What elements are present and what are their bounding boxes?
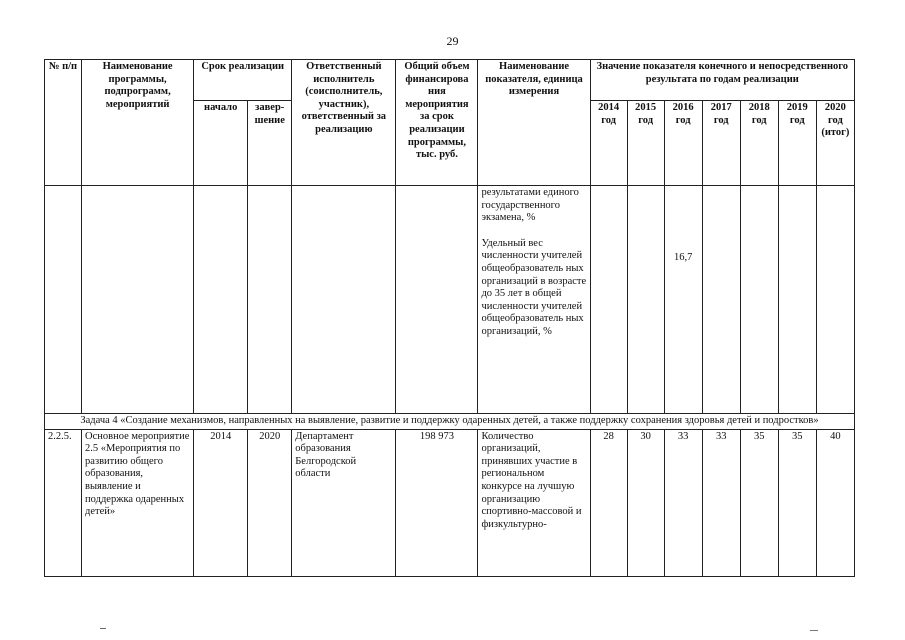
activity-value-2019: 35 — [778, 429, 816, 576]
activity-responsible: Департамент образования Белгородской области — [292, 429, 396, 576]
cont-2016-cell — [664, 186, 702, 414]
cont-2019-cell — [778, 186, 816, 414]
activity-row — [45, 429, 855, 576]
activity-value-2014: 28 — [590, 429, 627, 576]
activity-value-2020: 40 — [816, 429, 854, 576]
header-responsible: Ответственный исполнитель (соисполнитель, участник), ответственный за реализацию — [292, 60, 396, 186]
activity-value-2017: 33 — [702, 429, 740, 576]
header-term-start: начало — [194, 101, 248, 186]
activity-end: 2020 — [248, 429, 292, 576]
cont-2014-cell — [590, 186, 627, 414]
activity-value-2015: 30 — [627, 429, 664, 576]
header-num: № п/п — [45, 60, 82, 186]
scan-artifact-mark — [810, 630, 818, 631]
cont-2018-cell — [740, 186, 778, 414]
header-funding: Общий объем финансирова ния мероприятия за срок реализации программы, тыс. руб. — [396, 60, 478, 186]
header-name: Наименование программы, подпрограмм, мероприятий — [82, 60, 194, 186]
header-year-2014: 2014 год — [590, 101, 627, 186]
cont-2020-cell — [816, 186, 854, 414]
cont-indicator-part1: результатами единого государственного экзамена, % — [481, 187, 579, 224]
page-number: 29 — [446, 34, 459, 48]
header-year-2016: 2016 год — [664, 101, 702, 186]
continuation-row — [45, 186, 855, 414]
cont-responsible-cell — [292, 186, 396, 414]
header-year-2019: 2019 год — [778, 101, 816, 186]
cont-indicator-part2: Удельный вес численности учителей общеобразователь ных организаций в возрасте до 35 лет в общей численности учителей общеобразователь ных организаций, % — [481, 237, 587, 337]
task-row — [45, 414, 855, 430]
program-table — [44, 59, 855, 577]
cont-funding-cell — [396, 186, 478, 414]
activity-name: Основное мероприятие 2.5 «Мероприятия по развитию общего образования, выявление и поддержка одаренных детей» — [82, 429, 194, 576]
cont-start-cell — [194, 186, 248, 414]
header-year-2020: 2020 год (итог) — [816, 101, 854, 186]
activity-indicator: Количество организаций, принявших участие в региональном конкурсе на лучшую организацию спортивно-массовой и физкультурно- — [478, 429, 590, 576]
cont-name-cell — [82, 186, 194, 414]
header-indicator: Наименование показателя, единица измерения — [478, 60, 590, 186]
header-year-2018: 2018 год — [740, 101, 778, 186]
cont-num-cell — [45, 186, 82, 414]
header-term-end: завер-шение — [248, 101, 292, 186]
activity-value-2018: 35 — [740, 429, 778, 576]
header-values-group: Значение показателя конечного и непосредственного результата по годам реализации — [590, 60, 854, 101]
activity-value-2016: 33 — [664, 429, 702, 576]
cont-2015-cell — [627, 186, 664, 414]
cont-end-cell — [248, 186, 292, 414]
header-year-2017: 2017 год — [702, 101, 740, 186]
activity-funding: 198 973 — [396, 429, 478, 576]
task-4-text: Задача 4 «Создание механизмов, направленных на выявление, развитие и поддержку одаренных детей, а также поддержку сохранения здоровья детей и подростков» — [45, 414, 855, 430]
cont-2017-cell — [702, 186, 740, 414]
cont-indicator-cell — [478, 186, 590, 414]
header-row-1 — [45, 60, 855, 101]
header-term: Срок реализации — [194, 60, 292, 101]
cont-value-2016: 16,7 — [673, 252, 693, 263]
activity-start: 2014 — [194, 429, 248, 576]
header-year-2015: 2015 год — [627, 101, 664, 186]
scan-artifact-mark — [100, 628, 106, 629]
activity-num: 2.2.5. — [45, 429, 82, 576]
